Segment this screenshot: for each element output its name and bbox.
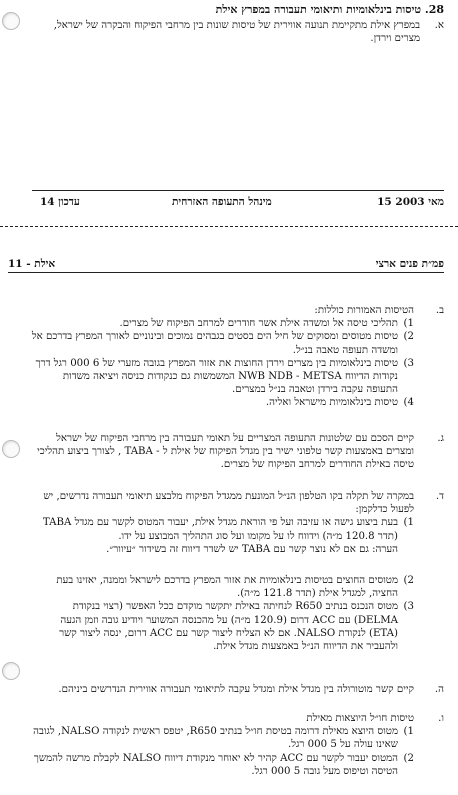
cut-line [0,226,458,227]
heading-text: טיסות בינלאומיות ותיאומי תעבורה במפרץ אילת [215,3,421,16]
list-item-text: מטוס הנכנס בנתיב R650 לנחיתה באילת יתקשר מוקדם ככל האפשר (רצוי בנקודת DELMA) עם ACC דרום (120.9 מ״ה) על מהכנסה המשוער ויודיע גובה וזמן הגעה (ETA) לנקודת NALSO. אם לא הצליח ליצור קשר עם ACC דרום, ינסה ליצור קשר ולהעביר את הדיווח הנ״ל באמצעות מגדל אילת. [59,601,398,653]
page-header [8,258,444,272]
list-item [30,574,414,600]
list-item-text: טיסות בינלאומיות מישראל ואליה. [265,397,398,409]
footer-rule [32,190,444,191]
list-item-number: 3) [403,601,414,613]
list-item [30,600,414,653]
footer-date: 15 מאי 2003 [377,196,444,208]
header-rule [8,272,444,273]
section-b-list [30,317,414,409]
list-item-text: טיסות בינלאומיות בין מצרים וירדן החוצות את אזור המפרץ בגובה מזערי של 6 000 רגל דרך נקודות הדיווח NWB NDB - METSA המשמשות גם כנקודות כניסה ויציאה משדות התעופה עקבה בירדן וטאבה בנ״ל במצרים. [35,357,398,396]
section-b [30,304,444,410]
list-item-text: מטוס היוצא מאילת דרומה בטיסת חו״ל בנתיב R650, יטפס ראשית לנקודה NALSO, לגובה שאינו עולה על 5 000 רגל. [33,726,398,751]
list-item-number: 1) [403,726,414,738]
section-h-text: קיים קשר מוטורולה בין מגדל אילת ומגדל עקבה לתיאומי תעבורה אווירית הנדרשים ביניהם. [58,684,414,695]
list-item-number: 4) [403,397,414,409]
section-v-title: טיסות חו״ל היוצאות מאילת [306,713,414,724]
section-b-marker: ב. [435,305,444,316]
section-h-marker: ה. [434,684,444,695]
section-d-marker: ד. [435,491,444,502]
item-a-marker: א. [434,20,444,31]
list-item-text: מטוסים החוצים בטיסות בינלאומיות את אזור המפרץ בדרכם לישראל וממנה, יאזינו בעת החציה, למגדל אילת (תדר 121.8 מ״ה). [56,575,398,600]
list-item [30,752,414,778]
list-item [30,396,414,409]
list-item-number: 2) [403,575,414,587]
section-d-row [30,490,444,516]
list-item-text: תהליכי טיסה אל ומשדה אילת אשר חודרים למרחב הפיקוח של מצרים. [119,318,398,330]
section-g [30,432,444,472]
section-d-text: במקרה של תקלה בקו הטלפון הנ״ל המונעת ממגדל הפיקוח מלבצע תיאומי תעבורה נדרשים, יש לפעול כדלקמן: [43,491,414,516]
section-d [30,490,444,653]
binder-hole [2,12,20,30]
list-item-number: 3) [403,357,414,369]
section-v-list [30,725,414,778]
list-item-number: 1) [403,517,414,529]
section-v-title-row [30,712,444,725]
list-item-text: טיסות מטוסים ומסוקים של חיל הים בסטים בגבהים נמוכים ובינוניים לאורך המפרץ בדרכם אל ומשדה תעופה טאבה בנ״ל. [31,331,398,356]
section-b-title-row [30,304,444,317]
header-left: אילת - 11 [8,258,56,270]
section-d-list [30,516,414,653]
section-g-text: קיים הסכם עם שלטונות התעופה המצריים על תאומי תעבורה בין מרחבי הפיקוח של ישראל ומצרים באמצעות קשר טלפוני ישיר בין מגדל הפיקוח של אילת ל - TABA , לצורך ביצוע תהליכי טיסה באילת החודרים למרחב הפיקוח של מצרים. [37,433,414,471]
section-v-marker: ו. [438,713,444,724]
heading-number: 28. [424,3,444,16]
footer-update: עדכון 14 [40,196,80,208]
note [30,543,414,556]
section-g-marker: ג. [437,433,444,444]
section-heading [216,3,444,16]
list-item [30,357,414,397]
note-marker [398,543,414,556]
footer-center: מינהל התעופה האזרחית [172,196,272,208]
list-item-number: 1) [403,318,414,330]
list-item [30,330,414,356]
binder-hole [2,440,20,458]
footer-row [32,196,444,210]
list-item-number: 2) [403,752,414,764]
note-text: הערה: גם אם לא נוצר קשר עם TABA יש לשדר דיווח זה בשידור ״עיוור״. [106,543,398,555]
item-a [40,19,444,45]
section-h [30,683,444,696]
section-v [30,712,444,778]
list-item [30,317,414,330]
header-right: פמ״ת פנים ארצי [375,258,444,270]
binder-hole [2,662,20,680]
list-item [30,725,414,751]
item-a-text: במפרץ אילת מתקיימת תנועה אווירית של טיסות שונות בין מרחבי הפיקוח והבקרה של ישראל, מצרים וירדן. [53,20,420,45]
list-item-text: המטוס יעבור לקשר עם ACC קהיר לא יאוחר מנקודת דיווח NALSO לקבלת מרשה להמשך הטיסה וטיפוס מעל גובה 5 000 רגל. [33,752,398,777]
list-item-text: בעת ביצוע גישה או עזיבה ועל פי הוראת מגדל אילת, יעבור המטוס לקשר עם מגדל TABA (תדר 120.8 מ״ה) וידווח לו על מקומו ועל סוג התהליך המבוצע על ידו. [42,517,398,542]
section-b-title: הטיסות האמורות כוללות: [314,305,414,316]
list-item [30,516,414,542]
list-item-number: 2) [403,331,414,343]
